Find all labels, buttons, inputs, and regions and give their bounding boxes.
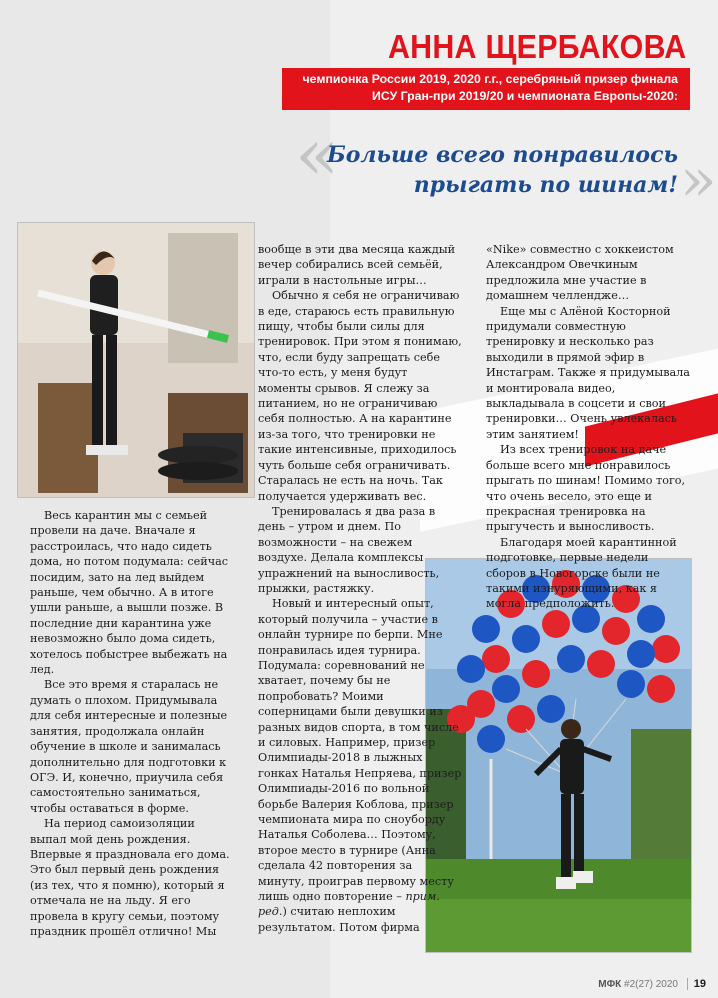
editor-note: прим. ред. (258, 890, 440, 919)
paragraph: Обычно я себя не ограничиваю в еде, стараюсь есть правильную пищу, чтобы были силы для тренировок. При этом я понимаю, что, если буду запрещать себе что-то есть, у меня будут моменты срывов. Я слежу за питанием, но не ограничиваю себя полностью. А на карантине из-за того, что тренировки не такие интенсивные, приходилось чуть больше себя ограничивать. Старалась не есть на ночь. Так получается удерживать вес. (258, 289, 462, 503)
quote-mark-close-icon: » (680, 145, 717, 215)
page-footer (598, 978, 706, 990)
magazine-name: МФК (598, 979, 622, 990)
paragraph: Еще мы с Алёной Косторной придумали совместную тренировку и несколько раз выходили в прямой эфир в Инстаграм. Также я придумывала и монтировала видео, выкладывала в соцсети и свои тренировки… Очень увлекалась этим занятием! (486, 304, 690, 441)
page-number: 19 (687, 978, 706, 990)
article-headline (327, 140, 678, 200)
paragraph: Весь карантин мы с семьей провели на даче. Вначале я расстроилась, что надо сидеть дома, но потом подумала: сейчас посидим, зато на лед выйдем раньше, чем обычно. А в итоге ушли раньше, а вышли позже. В последние дни карантина уже невозможно было дома сидеть, хотелось побыстрее выбежать на лед. (30, 509, 229, 677)
paragraph-text-continued: ) считаю неплохим результатом. Потом фирма «Nike» совместно с хоккеистом Александром Овечкиным предложила мне участие в домашнем челлендже… (258, 243, 674, 934)
credentials-line-2: ИСУ Гран-при 2019/20 и чемпионата Европы-2020: (372, 89, 678, 103)
issue-number: #2(27) 2020 (624, 979, 678, 990)
headline-line-2: прыгать по шинам! (413, 172, 678, 198)
headline-line-1: Больше всего понравилось (326, 142, 678, 168)
paragraph: Все это время я старалась не думать о плохом. Придумывала для себя интересные и полезные занятия, продолжала онлайн обучение в школе и занималась дополнительно для подготовки к ОГЭ. И, конечно, приучила себя самостоятельно заниматься, чтобы оставаться в форме. (30, 678, 228, 815)
paragraph: Из всех тренировок на даче больше всего мне понравилось прыгать по шинам! Помимо того, что очень весело, это еще и прекрасная тренировка на прыгучесть и выносливость. (486, 443, 686, 534)
paragraph: Тренировалась я два раза в день – утром и днем. По возможности – на свежем воздухе. Делала комплексы упражнений на выносливость, прыжки, растяжку. (258, 504, 440, 595)
credentials-line-1: чемпионка России 2019, 2020 г.г., серебряный призер финала (302, 72, 678, 86)
paragraph: На период самоизоляции выпал мой день рождения. Впервые я праздновала его дома. Это был первый день рождения (из тех, что я помню), который я отмечала не на льду. Я его провела в кругу семьи, поэтому праздник прошёл отлично! Мы вообще в эти два месяца каждый вечер собирались всей семьёй, играли в настольные игры… (30, 243, 456, 938)
athlete-name: АННА ЩЕРБАКОВА (387, 28, 686, 65)
quote-mark-open-icon: « (295, 112, 340, 196)
article-body (30, 242, 690, 949)
credentials-banner (282, 68, 690, 110)
paragraph-text: Новый и интересный опыт, который получила – участие в онлайн турнире по берпи. Мне понравилась идея турнира. Подумала: соревнований не хватает, почему бы не попробовать? Моими соперницами были девушки из разных видов спорта, в том числе и силовых. Например, призер Олимпиады-2018 в лыжных гонках Наталья Непряева, призер Олимпиады-2016 по вольной борьбе Валерия Коблова, призер чемпионата мира по сноуборду Наталья Соболева… Поэтому, второе место в турнире (Анна сделала 42 повторения за минуту, проиграв первому месту лишь одно повторение – (258, 597, 462, 904)
paragraph: Благодаря моей карантинной подготовке, первые недели сборов в Новогорске были не такими изнуряющими, как я могла предположить. (486, 535, 677, 611)
